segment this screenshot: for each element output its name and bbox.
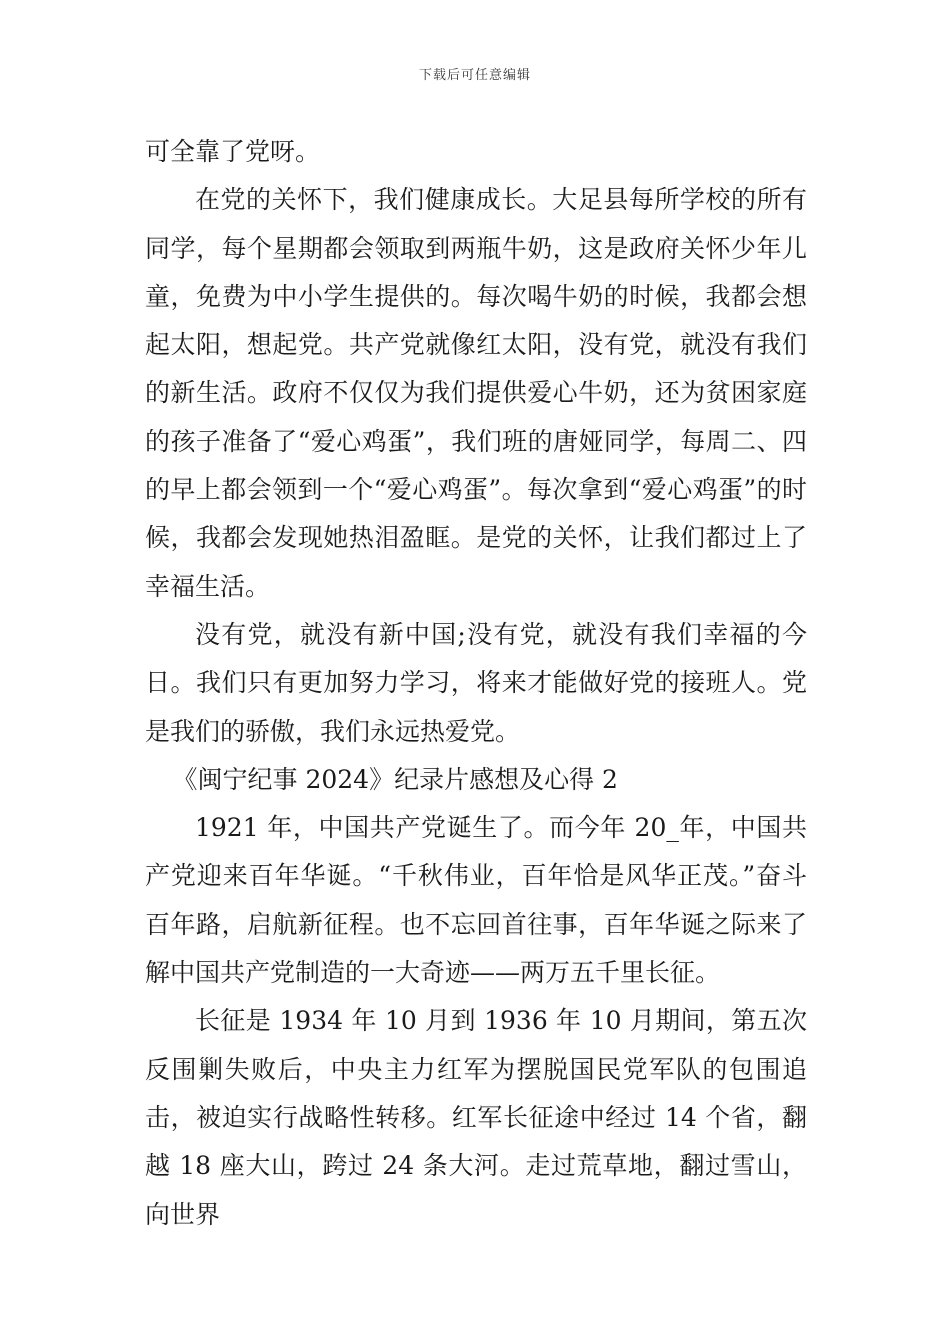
paragraph-continuation: 可全靠了党呀。 [145, 137, 321, 166]
paragraph: 1921 年，中国共产党诞生了。而今年 20_年，中国共产党迎来百年华诞。“千秋伟业，百年恰是风华正茂。”奋斗百年路，启航新征程。也不忘回首往事，百年华诞之际来了解中国共产党制造的一大奇迹——两万五千里长征。 [145, 813, 807, 988]
page-header: 下载后可任意编辑 [418, 68, 531, 83]
paragraph: 在党的关怀下，我们健康成长。大足县每所学校的所有同学，每个星期都会领取到两瓶牛奶，这是政府关怀少年儿童，免费为中小学生提供的。每次喝牛奶的时候，我都会想起太阳，想起党。共产党就像红太阳，没有党，就没有我们的新生活。政府不仅仅为我们提供爱心牛奶，还为贫困家庭的孩子准备了“爱心鸡蛋”，我们班的唐娅同学，每周二、四的早上都会领到一个“爱心鸡蛋”。每次拿到“爱心鸡蛋”的时候，我都会发现她热泪盈眶。是党的关怀，让我们都过上了幸福生活。 [145, 185, 807, 601]
section-title: 《闽宁纪事 2024》纪录片感想及心得 2 [172, 764, 618, 794]
paragraph: 没有党，就没有新中国;没有党，就没有我们幸福的今日。我们只有更加努力学习，将来才能做好党的接班人。党是我们的骄傲，我们永远热爱党。 [145, 619, 807, 746]
paragraph: 长征是 1934 年 10 月到 1936 年 10 月期间，第五次反围剿失败后，中央主力红军为摆脱国民党军队的包围追击，被迫实行战略性转移。红军长征途中经过 14 个省，翻越 18 座大山，跨过 24 条大河。走过荒草地，翻过雪山，向世界 [145, 1006, 807, 1229]
document-body [145, 128, 807, 1239]
